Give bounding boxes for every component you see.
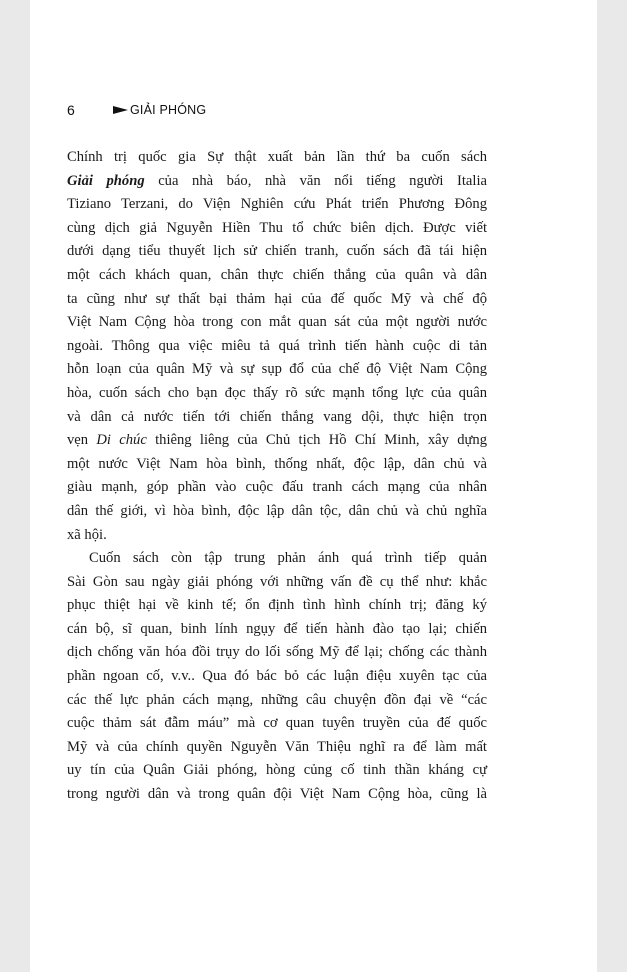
book-title: Giải phóng <box>67 172 145 189</box>
text-line: một nước Việt Nam hòa bình, thống nhất, độc lập, dân chủ và <box>67 455 487 472</box>
text-line: Tiziano Terzani, do Viện Nghiên cứu Phát triển Phương Đông <box>67 196 487 213</box>
text-line: cán bộ, sĩ quan, binh lính ngụy để tiến hành đào tạo lại; chiến <box>67 620 487 637</box>
text-line: vẹn Di chúc thiêng liêng của Chủ tịch Hồ Chí Minh, xây dựng <box>67 432 487 449</box>
emphasis-di-chuc: Di chúc <box>96 432 147 449</box>
text-line: hỗn loạn của quân Mỹ và sự sụp đổ của chế độ Việt Nam Cộng <box>67 361 487 378</box>
text-line: dưới dạng tiểu thuyết lịch sử chiến tranh, cuốn sách đã tái hiện <box>67 243 487 260</box>
text-line: Mỹ và của chính quyền Nguyễn Văn Thiệu nghĩ ra để làm mất <box>67 738 487 755</box>
text-line: Cuốn sách còn tập trung phản ánh quá trình tiếp quản <box>89 550 487 567</box>
text-line: phần ngoan cố, v.v.. Qua đó bác bỏ các luận điệu xuyên tạc của <box>67 668 487 685</box>
text-line: Sài Gòn sau ngày giải phóng với những vấn đề cụ thể như: khắc <box>67 573 487 590</box>
text-line: giàu mạnh, góp phần vào cuộc đấu tranh cách mạng của nhân <box>67 479 487 496</box>
text-line: các thế lực phản cách mạng, những câu chuyện đồn đại về “các <box>67 691 487 708</box>
text-line: Chính trị quốc gia Sự thật xuất bản lần thứ ba cuốn sách <box>67 149 487 165</box>
text-line: xã hội. <box>67 526 107 543</box>
text-line: uy tín của Quân Giải phóng, hòng củng cố tinh thần kháng cự <box>67 762 487 779</box>
text-line: phục thiệt hại về kinh tế; ổn định tình hình chính trị; đăng ký <box>67 597 487 614</box>
text-line: dân thế giới, vì hòa bình, độc lập dân tộc, dân chủ và chủ nghĩa <box>67 502 487 519</box>
arrow-right-icon <box>113 106 128 114</box>
text-line: Giải phóng của nhà báo, nhà văn nổi tiếng người Italia <box>67 172 487 189</box>
page-header <box>67 100 206 120</box>
text-line: ngoài. Thông qua việc miêu tả quá trình tiến hành cuộc di tản <box>67 337 487 354</box>
text-line: trong người dân và trong quân đội Việt Nam Cộng hòa, cũng là <box>67 786 487 803</box>
body-text <box>67 146 487 807</box>
text-line: cuộc thảm sát đẫm máu” mà cơ quan tuyên truyền của đế quốc <box>67 715 487 732</box>
text-line: và dân cả nước tiến tới chiến thắng vang dội, thực hiện trọn <box>67 408 487 425</box>
text-line: một cách khách quan, chân thực chiến thắng của quân và dân <box>67 266 487 283</box>
text-line: ta cũng như sự thất bại thảm hại của đế quốc Mỹ và chế độ <box>67 290 487 307</box>
page-number: 6 <box>67 102 75 118</box>
paragraph-1 <box>67 146 487 547</box>
text-line: dịch chống văn hóa đồi trụy do lối sống Mỹ để lại; chống các thành <box>67 644 487 661</box>
paragraph-2 <box>67 547 487 807</box>
text-line: Việt Nam Cộng hòa trong con mắt quan sát của một người nước <box>67 314 487 331</box>
text-line: hòa, cuốn sách cho bạn đọc thấy rõ sức mạnh tổng lực của quân <box>67 384 487 401</box>
text-line: cùng dịch giả Nguyễn Hiền Thu tổ chức biên dịch. Được viết <box>67 219 487 236</box>
running-title: GIẢI PHÓNG <box>130 103 207 117</box>
